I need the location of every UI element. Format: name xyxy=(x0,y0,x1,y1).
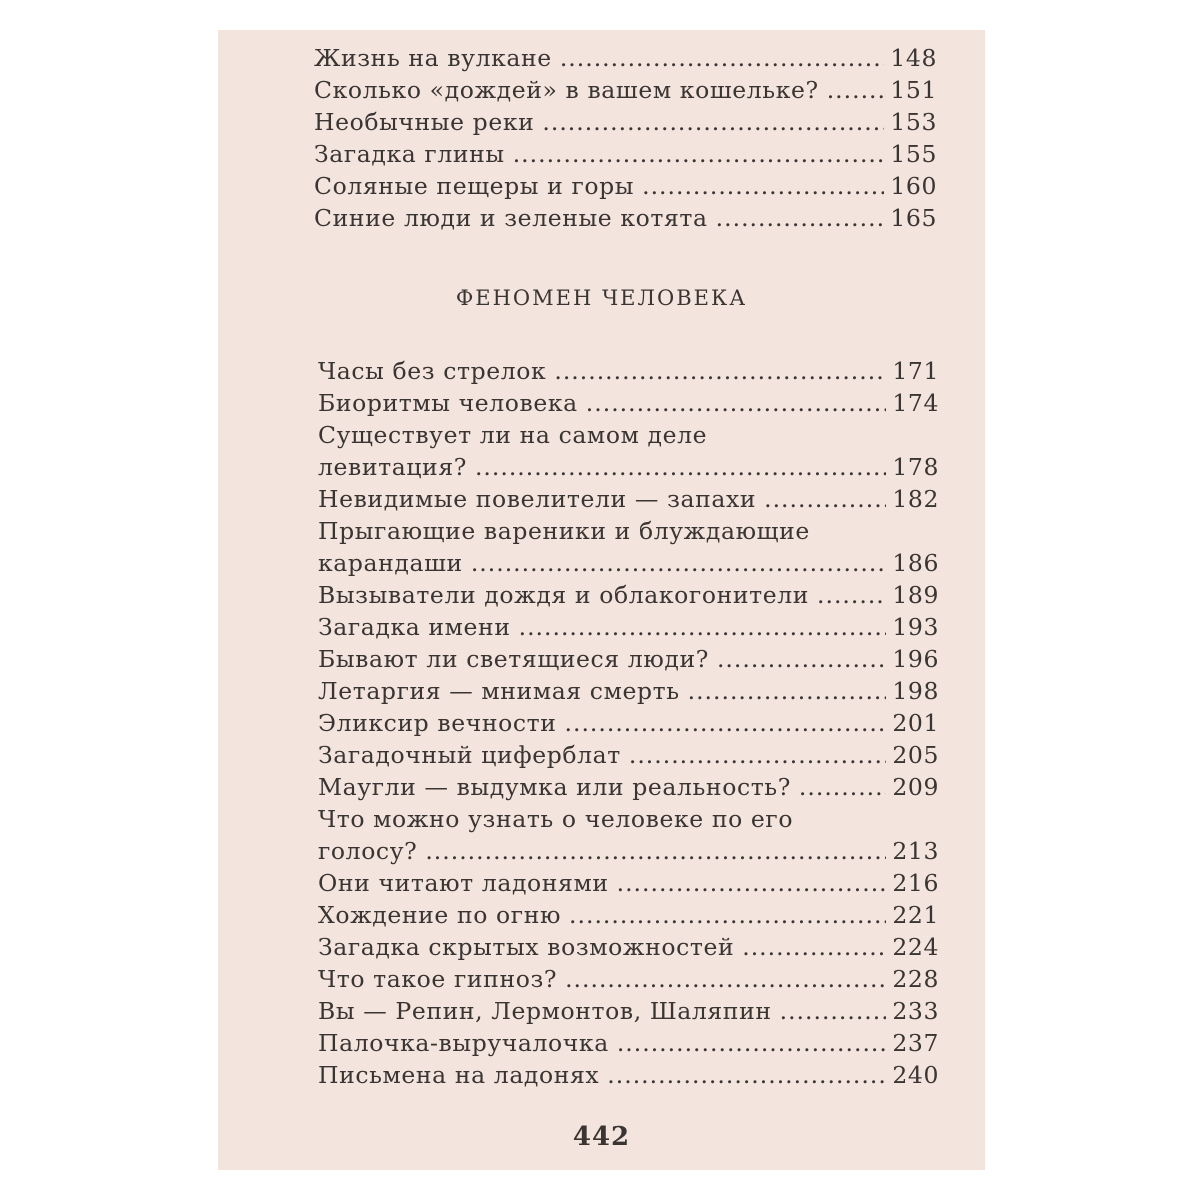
toc-entry-title: Что такое гипноз? xyxy=(318,965,558,993)
toc-leader-dots xyxy=(542,106,884,138)
toc-entry-page: 213 xyxy=(892,837,939,865)
toc-entry xyxy=(318,963,939,995)
toc-entry-title: Эликсир вечности xyxy=(318,709,557,737)
toc-entry-title: Загадка глины xyxy=(314,140,505,168)
toc-entry xyxy=(318,899,939,931)
toc-entry xyxy=(318,451,939,483)
toc-entry-title: Загадка скрытых возможностей xyxy=(318,933,735,961)
toc-leader-dots xyxy=(817,579,886,611)
toc-entry xyxy=(318,931,939,963)
toc-list-top xyxy=(314,42,937,234)
toc-entry-title: Они читают ладонями xyxy=(318,869,609,897)
toc-entry-title: левитация? xyxy=(318,453,467,481)
toc-entry-page: 165 xyxy=(890,204,937,232)
toc-entry xyxy=(318,995,939,1027)
toc-entry xyxy=(314,170,937,202)
toc-entry xyxy=(318,483,939,515)
toc-leader-dots xyxy=(425,835,886,867)
toc-entry-title: Вы — Репин, Лермонтов, Шаляпин xyxy=(318,997,772,1025)
toc-entry-page: 182 xyxy=(892,485,939,513)
toc-entry-title: Необычные реки xyxy=(314,108,535,136)
toc-entry-title: Вызыватели дождя и облакогонители xyxy=(318,581,809,609)
toc-entry-title: карандаши xyxy=(318,549,463,577)
section-heading: ФЕНОМЕН ЧЕЛОВЕКА xyxy=(455,286,748,310)
toc-leader-dots xyxy=(827,74,885,106)
toc-entry xyxy=(318,739,939,771)
toc-entry-title: Жизнь на вулкане xyxy=(314,44,552,72)
toc-entry-page: 155 xyxy=(890,140,937,168)
toc-entry-page: 233 xyxy=(892,997,939,1025)
toc-entry-page: 160 xyxy=(890,172,937,200)
toc-leader-dots xyxy=(717,643,886,675)
toc-leader-dots xyxy=(565,963,886,995)
toc-entry xyxy=(318,707,939,739)
toc-leader-dots xyxy=(780,995,887,1027)
toc-entry-page: 237 xyxy=(892,1029,939,1057)
toc-entry xyxy=(318,387,939,419)
toc-entry xyxy=(318,355,939,387)
toc-entry-page: 205 xyxy=(892,741,939,769)
toc-leader-dots xyxy=(554,355,886,387)
toc-leader-dots xyxy=(565,707,887,739)
toc-entry-page: 221 xyxy=(892,901,939,929)
toc-entry-page: 198 xyxy=(892,677,939,705)
toc-entry xyxy=(318,675,939,707)
toc-entry xyxy=(318,547,939,579)
toc-entry-title: Соляные пещеры и горы xyxy=(314,172,635,200)
toc-entry xyxy=(314,42,937,74)
toc-entry xyxy=(318,579,939,611)
toc-leader-dots xyxy=(569,899,886,931)
toc-entry-title: Часы без стрелок xyxy=(318,357,547,385)
toc-leader-dots xyxy=(617,867,887,899)
toc-entry xyxy=(314,202,937,234)
toc-entry-title-line: Что можно узнать о человеке по его xyxy=(318,805,794,833)
toc-entry-title: Синие люди и зеленые котята xyxy=(314,204,708,232)
book-page xyxy=(218,30,985,1170)
toc-entry-page: 174 xyxy=(892,389,939,417)
toc-entry-title: Письмена на ладонях xyxy=(318,1061,600,1089)
page-number: 442 xyxy=(572,1122,631,1152)
toc-entry-page: 153 xyxy=(890,108,937,136)
toc-list-bottom xyxy=(318,355,939,1091)
toc-entry-title: Сколько «дождей» в вашем кошельке? xyxy=(314,76,819,104)
toc-entry xyxy=(318,1027,939,1059)
toc-entry-page: 186 xyxy=(892,549,939,577)
toc-entry-title: Невидимые повелители — запахи xyxy=(318,485,757,513)
toc-entry-page: 228 xyxy=(892,965,939,993)
toc-leader-dots xyxy=(799,771,886,803)
toc-leader-dots xyxy=(629,739,887,771)
toc-entry-page: 193 xyxy=(892,613,939,641)
toc-leader-dots xyxy=(642,170,884,202)
toc-entry-title-line: Существует ли на самом деле xyxy=(318,421,708,449)
toc-entry-page: 151 xyxy=(890,76,937,104)
toc-leader-dots xyxy=(475,451,886,483)
toc-leader-dots xyxy=(519,611,887,643)
toc-entry-page: 224 xyxy=(892,933,939,961)
toc-entry xyxy=(318,643,939,675)
toc-leader-dots xyxy=(716,202,885,234)
toc-entry-page: 178 xyxy=(892,453,939,481)
toc-entry xyxy=(318,835,939,867)
toc-entry-page: 201 xyxy=(892,709,939,737)
toc-entry xyxy=(318,867,939,899)
toc-entry-title: Биоритмы человека xyxy=(318,389,578,417)
toc-entry-page: 216 xyxy=(892,869,939,897)
toc-entry xyxy=(314,106,937,138)
toc-entry-page: 189 xyxy=(892,581,939,609)
toc-entry-title: Загадочный циферблат xyxy=(318,741,621,769)
toc-leader-dots xyxy=(560,42,885,74)
toc-leader-dots xyxy=(617,1027,887,1059)
toc-entry-title: Палочка-выручалочка xyxy=(318,1029,609,1057)
toc-entry-page: 171 xyxy=(892,357,939,385)
toc-leader-dots xyxy=(742,931,886,963)
toc-entry-page: 148 xyxy=(890,44,937,72)
toc-leader-dots xyxy=(688,675,887,707)
toc-entry-title: Летаргия — мнимая смерть xyxy=(318,677,680,705)
toc-leader-dots xyxy=(607,1059,886,1091)
toc-entry xyxy=(314,138,937,170)
toc-entry xyxy=(318,771,939,803)
toc-entry-title: Загадка имени xyxy=(318,613,511,641)
toc-entry-title: Бывают ли светящиеся люди? xyxy=(318,645,709,673)
toc-leader-dots xyxy=(586,387,887,419)
toc-entry-page: 196 xyxy=(892,645,939,673)
toc-entry xyxy=(314,74,937,106)
toc-entry-page: 209 xyxy=(892,773,939,801)
toc-leader-dots xyxy=(513,138,885,170)
toc-entry xyxy=(318,611,939,643)
toc-entry-title-line: Прыгающие вареники и блуждающие xyxy=(318,517,810,545)
toc-entry-title: Маугли — выдумка или реальность? xyxy=(318,773,791,801)
toc-entry xyxy=(318,1059,939,1091)
toc-entry-title: Хождение по огню xyxy=(318,901,562,929)
toc-leader-dots xyxy=(471,547,887,579)
toc-entry-title: голосу? xyxy=(318,837,418,865)
toc-entry-page: 240 xyxy=(892,1061,939,1089)
toc-leader-dots xyxy=(764,483,886,515)
